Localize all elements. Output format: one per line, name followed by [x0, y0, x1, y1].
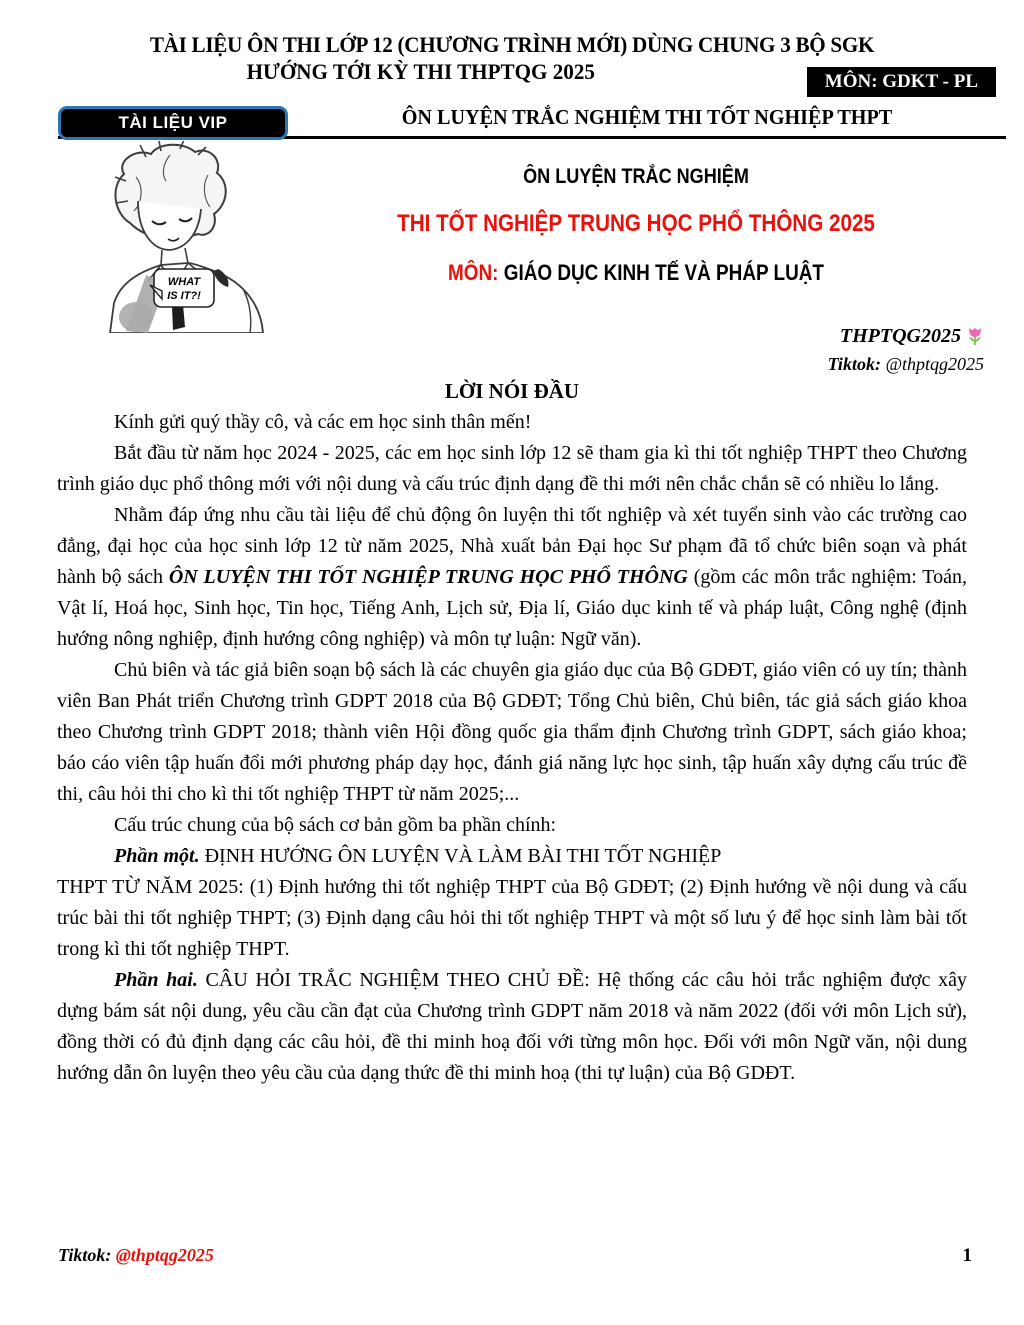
banner-title: ÔN LUYỆN TRẮC NGHIỆM THI TỐT NGHIỆP THPT: [401, 105, 893, 129]
subject-badge: MÔN: GDKT - PL: [807, 67, 996, 97]
paragraph: [57, 965, 967, 1089]
tiktok-label: Tiktok:: [827, 354, 881, 374]
preface-body: [57, 407, 967, 1089]
title-block: [288, 141, 984, 333]
document-header: [0, 0, 1024, 101]
title-line1: ÔN LUYỆN TRẮC NGHIỆM: [523, 165, 749, 188]
apron-patch: [119, 302, 153, 332]
anime-boy-illustration: [58, 141, 288, 333]
page-number: 1: [962, 1245, 972, 1266]
speech-text-line2: IS IT?!: [167, 290, 201, 302]
footer-tiktok: [58, 1245, 214, 1266]
paragraph-text: Cấu trúc chung của bộ sách cơ bản gồm ba phần chính:: [114, 814, 557, 836]
title-section: [58, 141, 984, 333]
banner-row: [58, 105, 1006, 139]
paragraph-text: Chủ biên và tác giả biên soạn bộ sách là các chuyên gia giáo dục của Bộ GDĐT, giáo viên có uy tín; thành viên Ban Phát triển Chương trình GDPT 2018 của Bộ GDĐT; Tổng Chủ biên, Chủ biên, tác giả sách giáo khoa theo Chương trình GDPT 2018; thành viên Hội đồng quốc gia thẩm định Chương trình GDPT, sách giáo khoa; báo cáo viên tập huấn đổi mới phương pháp dạy học, đánh giá năng lực học sinh, tập huấn xây dựng cấu trúc đề thi, câu hỏi thi cho kì thi tốt nghiệp THPT từ năm 2025;...: [57, 659, 967, 805]
header-line2-row: [0, 59, 1024, 101]
book-series-title: ÔN LUYỆN THI TỐT NGHIỆP TRUNG HỌC PHỔ THÔNG: [168, 566, 688, 588]
subject-line: [337, 260, 936, 286]
part-one-label: Phần một.: [114, 845, 200, 867]
header-line2: HƯỚNG TỚI KỲ THI THPTQG 2025: [246, 59, 595, 84]
preface-heading: LỜI NÓI ĐẦU: [444, 379, 580, 403]
paragraph: [57, 500, 967, 655]
student-illustration: [58, 141, 288, 333]
paragraph: [57, 407, 967, 438]
page-footer: [58, 1245, 972, 1267]
subject-name: GIÁO DỤC KINH TẾ VÀ PHÁP LUẬT: [503, 260, 824, 285]
paragraph: [57, 810, 967, 841]
paragraph-text: (gồm các môn trắc nghiệm: Toán, Vật lí, Hoá học, Sinh học, Tin học, Tiếng Anh, Lịch sử, Địa lí, Giáo dục kinh tế và pháp luật, Công nghệ (định hướng nông nghiệp, định hướng công nghiệp) và môn tự luận: Ngữ văn).: [57, 566, 967, 650]
paragraph-text: Kính gửi quý thầy cô, và các em học sinh thân mến!: [114, 411, 532, 433]
exam-title: THI TỐT NGHIỆP TRUNG HỌC PHỔ THÔNG 2025: [397, 210, 875, 237]
paragraph: [57, 841, 967, 965]
footer-tiktok-handle: @thptqg2025: [115, 1245, 214, 1265]
header-line1: TÀI LIỆU ÔN THI LỚP 12 (CHƯƠNG TRÌNH MỚI) DÙNG CHUNG 3 BỘ SGK: [149, 32, 875, 57]
vip-badge: TÀI LIỆU VIP: [58, 106, 288, 140]
subject-label: MÔN:: [448, 260, 499, 285]
part-two-label: Phần hai.: [114, 969, 198, 991]
face-outline: [138, 201, 201, 250]
speech-text-line1: WHAT: [167, 276, 201, 288]
paragraph-text: CÂU HỎI TRẮC NGHIỆM THEO CHỦ ĐỀ: Hệ thống các câu hỏi trắc nghiệm được xây dựng bám sát nội dung, yêu cầu cần đạt của Chương trình GDPT năm 2018 và năm 2022 (đối với môn Lịch sử), đồng thời có đủ định dạng các câu hỏi, đề thi minh hoạ đối với từng môn học. Đối với môn Ngữ văn, nội dung hướng dẫn ôn luyện theo yêu cầu của dạng thức đề thi minh hoạ (thi tự luận) của Bộ GDĐT.: [57, 969, 967, 1084]
footer-tiktok-label: Tiktok:: [58, 1245, 112, 1265]
tulip-icon: [966, 326, 984, 352]
tiktok-line: [0, 354, 984, 375]
paragraph: [57, 655, 967, 810]
paragraph: [57, 438, 967, 500]
paragraph-text: THPT TỪ NĂM 2025: (1) Định hướng thi tốt nghiệp THPT của Bộ GDĐT; (2) Định hướng về nội dung và cấu trúc bài thi tốt nghiệp THPT; (3) Định dạng câu hỏi thi tốt nghiệp THPT và một số lưu ý để học sinh làm bài tốt trong kì thi tốt nghiệp THPT.: [57, 876, 967, 960]
paragraph-text: ĐỊNH HƯỚNG ÔN LUYỆN VÀ LÀM BÀI THI TỐT NGHIỆP: [199, 845, 722, 867]
brand-name: THPTQG2025: [839, 325, 961, 347]
paragraph-text: Bắt đầu từ năm học 2024 - 2025, các em học sinh lớp 12 sẽ tham gia kì thi tốt nghiệp THPT theo Chương trình giáo dục phổ thông mới với nội dung và cấu trúc định dạng đề thi mới nên chắc chắn sẽ có nhiều lo lắng.: [57, 442, 967, 495]
speech-bubble: [150, 269, 214, 307]
tiktok-handle: @thptqg2025: [885, 354, 984, 374]
paragraph-text: Nhằm đáp ứng nhu cầu tài liệu để chủ động ôn luyện thi tốt nghiệp và xét tuyển sinh vào các trường cao đẳng, đại học của học sinh lớp 12 từ năm 2025, Nhà xuất bản Đại học Sư phạm đã tổ chức biên soạn và phát hành bộ sách: [57, 504, 967, 588]
